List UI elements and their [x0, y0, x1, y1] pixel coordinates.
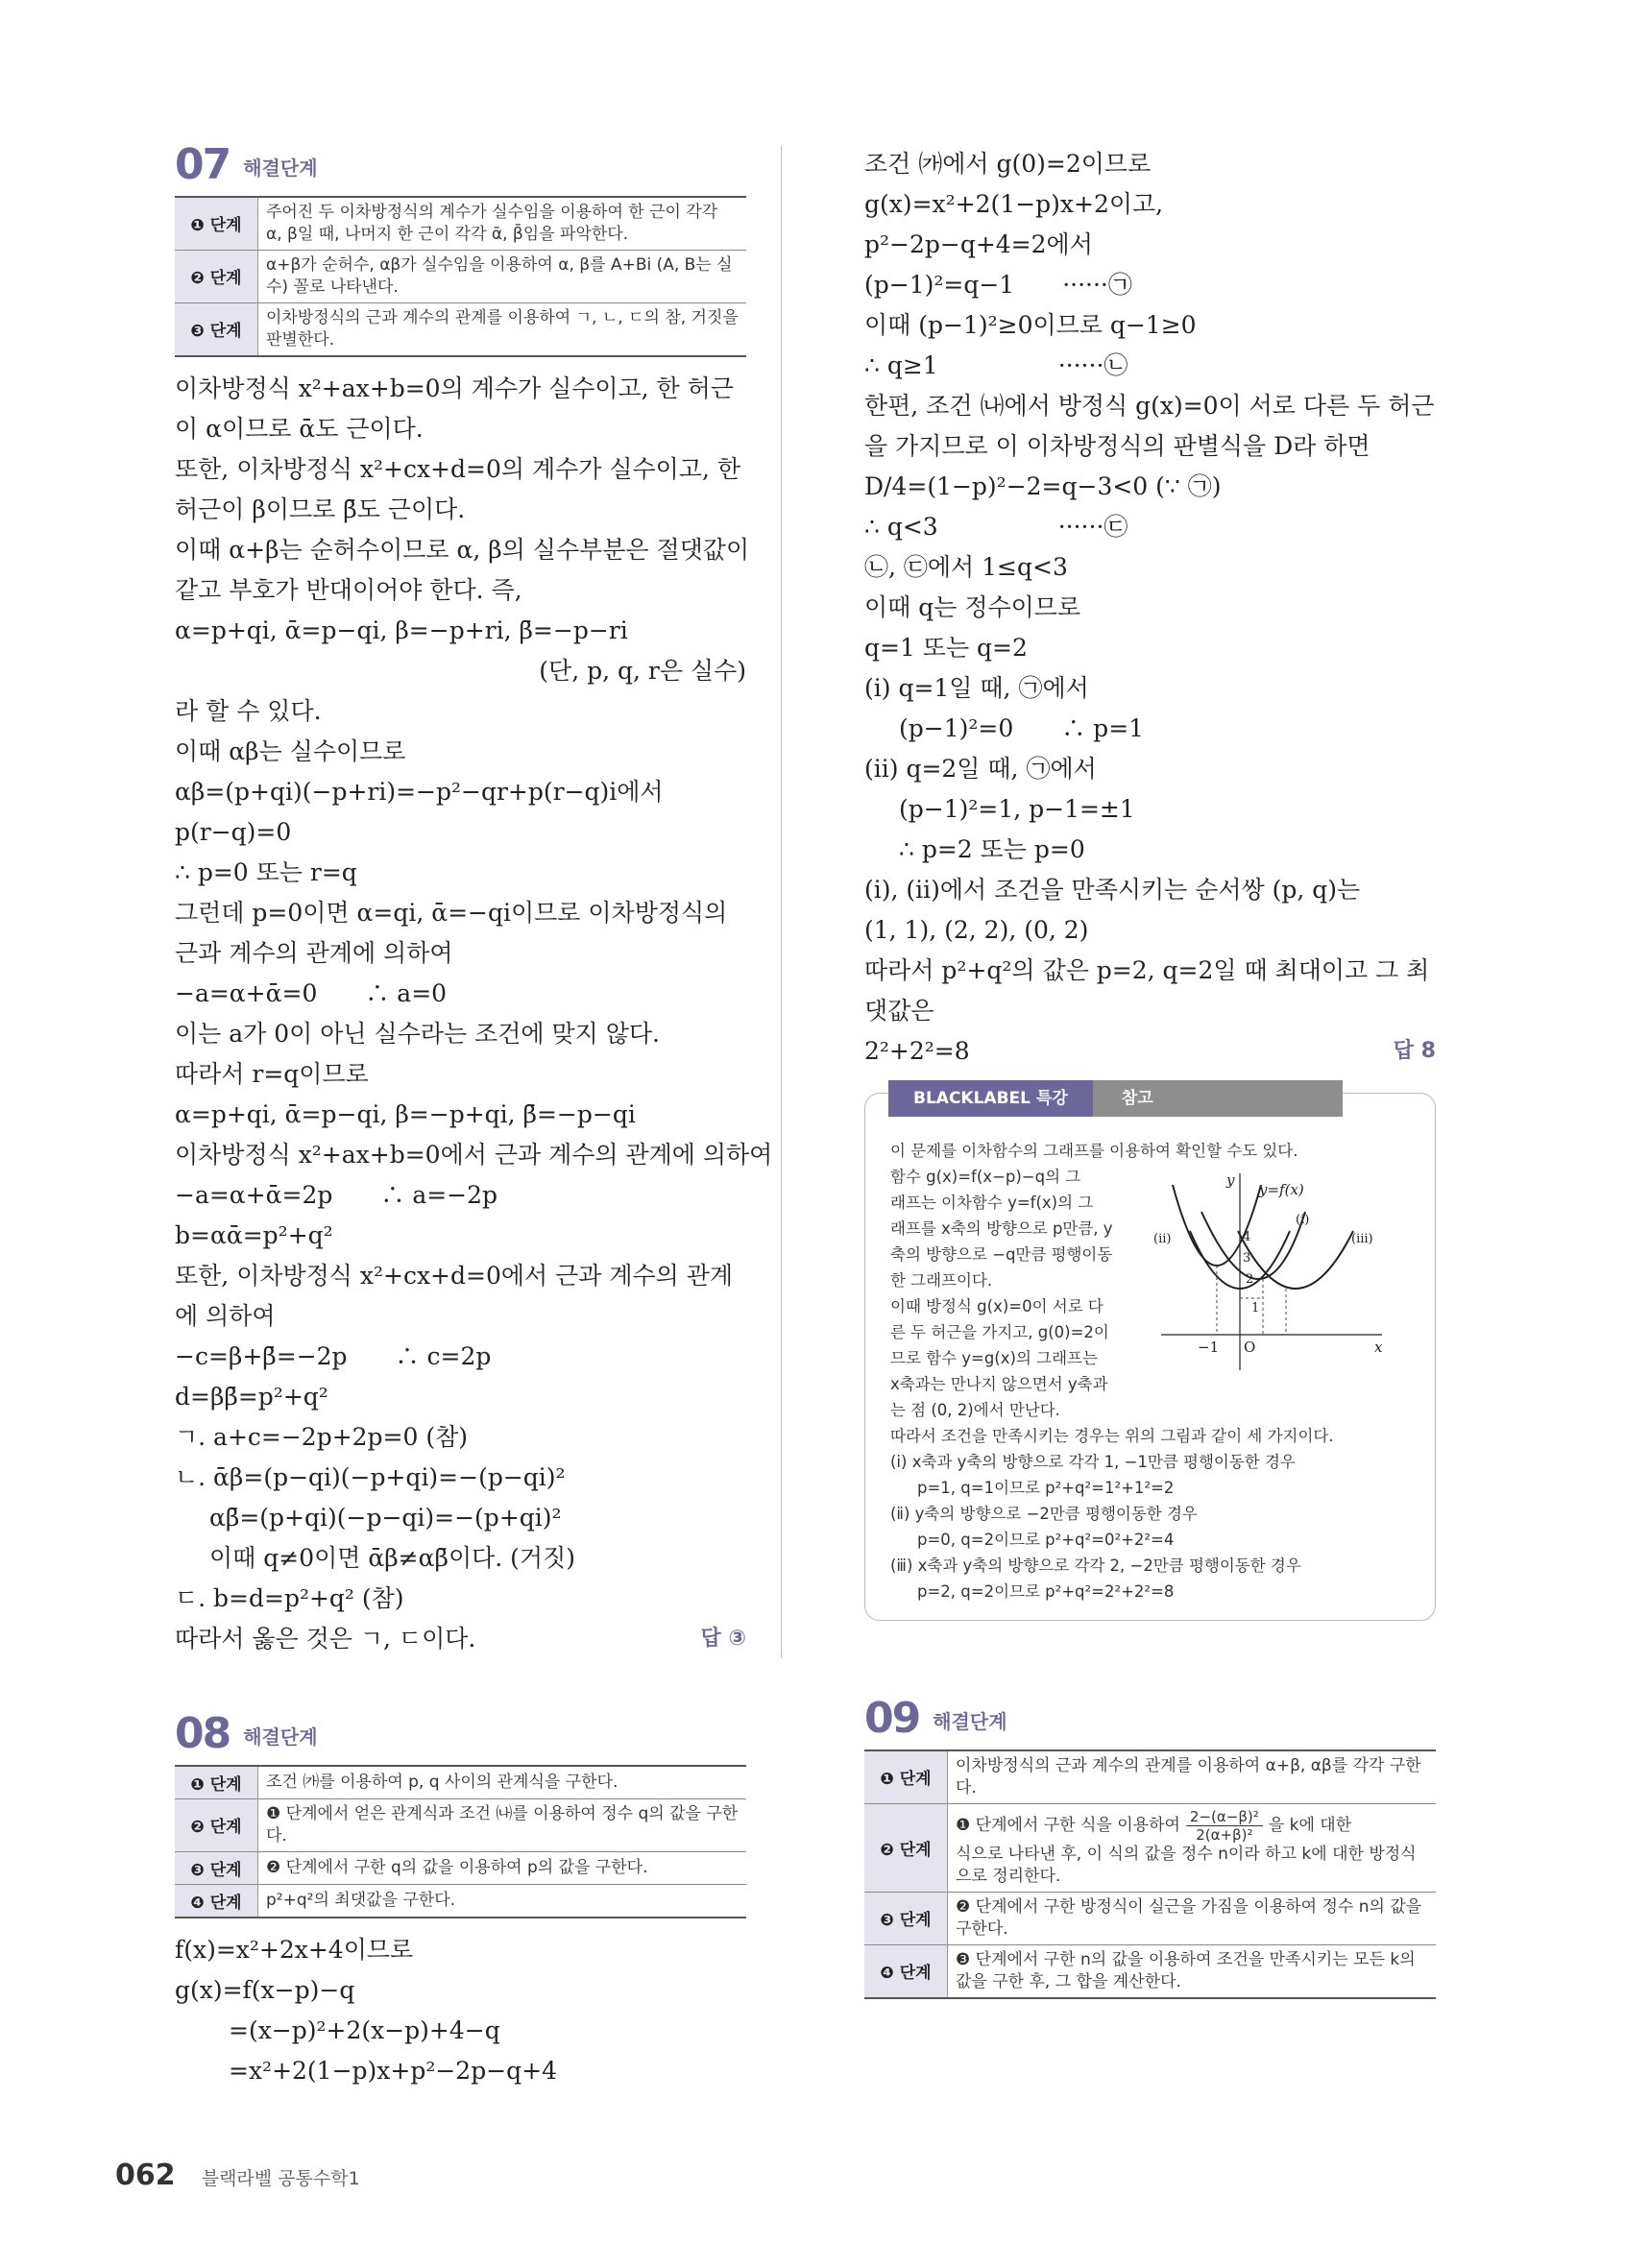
solution-line: (p−1)²=0 ∴ p=1 [899, 714, 1145, 742]
step-label: ❶ 단계 [864, 1750, 948, 1803]
solution-line: 또한, 이차방정식 x²+cx+d=0에서 근과 계수의 관계 [175, 1261, 734, 1290]
solution-steps-tag: 해결단계 [933, 1710, 1007, 1733]
solution-line: (단, p, q, r은 실수) [539, 656, 746, 685]
problem-07-steps-table [175, 196, 746, 357]
problem-08-header [175, 1708, 746, 1758]
solution-line [175, 1619, 746, 1659]
solution-steps-tag: 해결단계 [243, 157, 318, 180]
solution-line: (p−1)²=1, p−1=±1 [899, 795, 1135, 823]
step-row [864, 1892, 1436, 1944]
step-label: ❸ 단계 [175, 302, 258, 355]
solution-line: p²−2p−q+4=2에서 [864, 230, 1093, 258]
case-ii-label: (ⅱ) [1153, 1232, 1172, 1246]
origin-label: O [1244, 1339, 1256, 1356]
y-tick-2: 2 [1246, 1272, 1254, 1287]
step-label: ❷ 단계 [175, 1798, 258, 1851]
solution-line: g(x)=x²+2(1−p)x+2이고, [864, 190, 1164, 218]
solution-line: 조건 ㈎에서 g(0)=2이므로 [864, 150, 1152, 178]
blacklabel-note-box [864, 1089, 1436, 1621]
solution-line: ∴ p=0 또는 r=q [175, 857, 357, 886]
answer-label: 답 ③ [700, 1626, 746, 1651]
problem-07-header [175, 140, 746, 189]
page-footer [115, 2159, 360, 2192]
solution-steps-tag: 해결단계 [243, 1725, 318, 1749]
problem-08-solution-continued [864, 144, 1436, 1072]
note-line: 래프를 x축의 방향으로 p만큼, y [890, 1219, 1113, 1238]
note-line: (ⅲ) x축과 y축의 방향으로 각각 2, −2만큼 평행이동한 경우 [890, 1556, 1301, 1575]
solution-line: 또한, 이차방정식 x²+cx+d=0의 계수가 실수이고, 한 [175, 454, 741, 483]
note-line: x축과는 만나지 않으면서 y축과 [890, 1375, 1108, 1393]
solution-line: 이는 a가 0이 아닌 실수라는 조건에 맞지 않다. [175, 1019, 660, 1048]
note-line: 는 점 (0, 2)에서 만난다. [890, 1401, 1060, 1419]
solution-line: 라 할 수 있다. [175, 696, 322, 725]
step-description: p²+q²의 최댓값을 구한다. [266, 1890, 456, 1910]
note-line: 함수 g(x)=f(x−p)−q의 그 [890, 1168, 1081, 1186]
step-label: ❶ 단계 [175, 197, 258, 250]
fraction [1186, 1808, 1263, 1844]
note-line: p=2, q=2이므로 p²+q²=2²+2²=8 [917, 1582, 1175, 1601]
solution-line: 근과 계수의 관계에 의하여 [175, 938, 453, 967]
problem-08-steps-table [175, 1765, 746, 1918]
solution-line: 이때 (p−1)²≥0이므로 q−1≥0 [864, 311, 1197, 339]
solution-line: f(x)=x²+2x+4이므로 [175, 1935, 414, 1964]
step-label: ❶ 단계 [175, 1766, 258, 1799]
solution-line: (ⅰ) q=1일 때, ㉠에서 [864, 674, 1089, 702]
step-description: 이차방정식의 근과 계수의 관계를 이용하여 α+β, αβ를 각각 구한다. [956, 1756, 1421, 1798]
step-row [175, 1884, 746, 1918]
solution-line: −a=α+ᾱ=2p ∴ a=−2p [175, 1180, 498, 1209]
step-row [175, 302, 746, 355]
step-description: α+β가 순허수, αβ가 실수임을 이용하여 α, β를 A+Bi (A, B는 실수) 꼴로 나타낸다. [266, 254, 733, 297]
note-line: 른 두 허근을 가지고, g(0)=2이 [890, 1323, 1109, 1341]
case-i-label: (ⅰ) [1296, 1213, 1310, 1227]
step-label: ❷ 단계 [175, 250, 258, 302]
step-label: ❸ 단계 [175, 1851, 258, 1884]
solution-line: 이때 αβ는 실수이므로 [175, 736, 406, 765]
note-line: 축의 방향으로 −q만큼 평행이동 [890, 1245, 1113, 1264]
solution-line: 같고 부호가 반대이어야 한다. 즉, [175, 575, 522, 604]
problem-number: 09 [864, 1694, 920, 1743]
solution-line: αβ=(p+qi)(−p+ri)=−p²−qr+p(r−q)i에서 [175, 777, 664, 806]
solution-line: 따라서 r=q이므로 [175, 1059, 369, 1088]
solution-line: 따라서 p²+q²의 값은 p=2, q=2일 때 최대이고 그 최 [864, 956, 1430, 984]
note-line: 따라서 조건을 만족시키는 경우는 위의 그림과 같이 세 가지이다. [890, 1427, 1334, 1445]
note-text-block [890, 1164, 1140, 1423]
solution-line: D/4=(1−p)²−2=q−3<0 (∵ ㉠) [864, 472, 1222, 500]
step-description: ❶ 단계에서 얻은 관계식과 조건 ㈏를 이용하여 정수 q의 값을 구한다. [266, 1803, 739, 1846]
solution-line: 이 α이므로 ᾱ도 근이다. [175, 414, 424, 443]
note-line: (ⅱ) y축의 방향으로 −2만큼 평행이동한 경우 [890, 1505, 1198, 1523]
solution-line: (1, 1), (2, 2), (0, 2) [864, 916, 1089, 944]
case-iii-label: (ⅲ) [1351, 1232, 1373, 1246]
final-value: 2²+2²=8 [864, 1037, 970, 1065]
problem-number: 07 [175, 140, 230, 189]
step-label: ❷ 단계 [864, 1803, 948, 1892]
y-tick-1: 1 [1251, 1301, 1260, 1315]
problem-09-header [864, 1694, 1436, 1743]
step-description: ❸ 단계에서 구한 n의 값을 이용하여 조건을 만족시키는 모든 k의 값을 구한 후, 그 합을 계산한다. [956, 1949, 1416, 1991]
note-line: p=0, q=2이므로 p²+q²=0²+2²=4 [917, 1531, 1175, 1549]
problem-number: 08 [175, 1708, 230, 1758]
step-row [175, 1766, 746, 1799]
step-description [948, 1803, 1437, 1892]
solution-line: 을 가지므로 이 이차방정식의 판별식을 D라 하면 [864, 432, 1370, 460]
note-header [888, 1080, 1343, 1117]
fraction-denominator: 2(α+β)² [1196, 1825, 1253, 1844]
solution-line: 이차방정식 x²+ax+b=0의 계수가 실수이고, 한 허근 [175, 374, 734, 402]
solution-line: −c=β+β̄=−2p ∴ c=2p [175, 1341, 492, 1370]
solution-line: =x²+2(1−p)x+p²−2p−q+4 [229, 2056, 558, 2085]
solution-line: 에 의하여 [175, 1301, 276, 1330]
step-row [864, 1944, 1436, 1997]
solution-line: ㄴ. ᾱβ=(p−qi)(−p+qi)=−(p−qi)² [175, 1462, 566, 1491]
left-column [175, 140, 773, 2091]
note-line: (ⅰ) x축과 y축의 방향으로 각각 1, −1만큼 평행이동한 경우 [890, 1453, 1296, 1471]
solution-line: q=1 또는 q=2 [864, 634, 1028, 662]
solution-line: =(x−p)²+2(x−p)+4−q [229, 2015, 500, 2044]
step-label: ❸ 단계 [864, 1892, 948, 1944]
solution-line: g(x)=f(x−p)−q [175, 1975, 355, 2004]
y-tick-3: 3 [1243, 1251, 1251, 1266]
solution-line: α=p+qi, ᾱ=p−qi, β=−p+qi, β̄=−p−qi [175, 1099, 636, 1128]
solution-line: ∴ p=2 또는 p=0 [899, 835, 1085, 863]
solution-line: (ⅱ) q=2일 때, ㉠에서 [864, 755, 1097, 783]
note-line: 므로 함수 y=g(x)의 그래프는 [890, 1349, 1098, 1367]
solution-line: ㄱ. a+c=−2p+2p=0 (참) [175, 1422, 469, 1451]
step-label: ❹ 단계 [864, 1944, 948, 1997]
problem-08-solution-start [175, 1930, 746, 2091]
solution-line: b=αᾱ=p²+q² [175, 1220, 333, 1249]
solution-line: 이차방정식 x²+ax+b=0에서 근과 계수의 관계에 의하여 [175, 1140, 773, 1169]
solution-line: −a=α+ᾱ=0 ∴ a=0 [175, 978, 448, 1007]
note-line: 이때 방정식 g(x)=0이 서로 다 [890, 1297, 1104, 1315]
step-row [175, 1798, 746, 1851]
step-description: ❷ 단계에서 구한 q의 값을 이용하여 p의 값을 구한다. [266, 1857, 648, 1877]
solution-line: p(r−q)=0 [175, 817, 292, 846]
conclusion-text: 따라서 옳은 것은 ㄱ, ㄷ이다. [175, 1624, 476, 1653]
column-divider [781, 146, 782, 1658]
solution-line: 한편, 조건 ㈏에서 방정식 g(x)=0이 서로 다른 두 허근 [864, 392, 1435, 420]
step-description: 이차방정식의 근과 계수의 관계를 이용하여 ㄱ, ㄴ, ㄷ의 참, 거짓을 판별한다. [266, 307, 739, 350]
step-description: 조건 ㈎를 이용하여 p, q 사이의 관계식을 구한다. [266, 1772, 618, 1792]
step-row [864, 1803, 1436, 1892]
solution-line: 이때 α+β는 순허수이므로 α, β의 실수부분은 절댓값이 [175, 535, 750, 564]
step-row [864, 1750, 1436, 1803]
solution-line: 그런데 p=0이면 α=qi, ᾱ=−qi이므로 이차방정식의 [175, 898, 728, 927]
solution-line: α=p+qi, ᾱ=p−qi, β=−p+ri, β̄=−p−ri [175, 615, 628, 644]
step-2-text-c: 식으로 나타낸 후, 이 식의 값을 정수 n이라 하고 k에 대한 방정식으로 정리한다. [956, 1844, 1417, 1886]
parabola-graph [1152, 1164, 1392, 1375]
step-row [175, 1851, 746, 1884]
note-tag: 참고 [1093, 1080, 1343, 1117]
solution-line: αβ̄=(p+qi)(−p−qi)=−(p+qi)² [209, 1503, 562, 1532]
solution-line [864, 1031, 1436, 1072]
note-title: BLACKLABEL 특강 [888, 1080, 1093, 1117]
note-line: 이 문제를 이차함수의 그래프를 이용하여 확인할 수도 있다. [890, 1142, 1298, 1160]
step-description: 주어진 두 이차방정식의 계수가 실수임을 이용하여 한 근이 각각 α, β일 때, 나머지 한 근이 각각 ᾱ, β̄임을 파악한다. [266, 203, 718, 244]
note-line: 래프는 이차함수 y=f(x)의 그 [890, 1194, 1094, 1212]
book-title: 블랙라벨 공통수학1 [201, 2168, 360, 2189]
note-line: 한 그래프이다. [890, 1271, 993, 1290]
step-label: ❹ 단계 [175, 1884, 258, 1918]
solution-line: (ⅰ), (ⅱ)에서 조건을 만족시키는 순서쌍 (p, q)는 [864, 876, 1361, 904]
step-2-first-line [956, 1808, 1428, 1844]
solution-line: 이때 q≠0이면 ᾱβ≠αβ̄이다. (거짓) [209, 1543, 575, 1572]
step-2-text-b: 을 k에 대한 [1268, 1815, 1352, 1835]
solution-line: 댓값은 [864, 997, 934, 1025]
note-line: p=1, q=1이므로 p²+q²=1²+1²=2 [917, 1479, 1175, 1497]
right-column [864, 144, 1436, 2011]
problem-07-solution [175, 369, 773, 1659]
x-tick-label: −1 [1198, 1339, 1220, 1356]
parabola-case-i [1201, 1212, 1305, 1279]
step-row [175, 197, 746, 250]
answer-label: 답 8 [1393, 1039, 1436, 1063]
solution-line: 허근이 β이므로 β̄도 근이다. [175, 495, 466, 523]
note-text-with-graph [890, 1164, 1410, 1423]
solution-line: ㄷ. b=d=p²+q² (참) [175, 1583, 404, 1612]
solution-line: d=ββ̄=p²+q² [175, 1382, 328, 1411]
problem-09-steps-table [864, 1749, 1436, 1999]
step-row [175, 250, 746, 302]
curve-label-f: y=f(x) [1259, 1181, 1304, 1198]
solution-line: 이때 q는 정수이므로 [864, 593, 1081, 621]
y-tick-4: 4 [1243, 1230, 1251, 1244]
fraction-numerator: 2−(α−β)² [1186, 1808, 1263, 1826]
solution-line: ∴ q<3 ······㉢ [864, 513, 1128, 541]
solution-line: ∴ q≥1 ······㉡ [864, 351, 1128, 379]
step-description: ❷ 단계에서 구한 방정식이 실근을 가짐을 이용하여 정수 n의 값을 구한다. [956, 1896, 1422, 1939]
x-axis-label: x [1374, 1339, 1383, 1356]
y-axis-label: y [1226, 1171, 1235, 1189]
solution-line: (p−1)²=q−1 ······㉠ [864, 271, 1132, 299]
page-number: 062 [115, 2159, 176, 2192]
step-2-text-a: ❶ 단계에서 구한 식을 이용하여 [956, 1815, 1180, 1835]
solution-line: ㉡, ㉢에서 1≤q<3 [864, 553, 1068, 581]
